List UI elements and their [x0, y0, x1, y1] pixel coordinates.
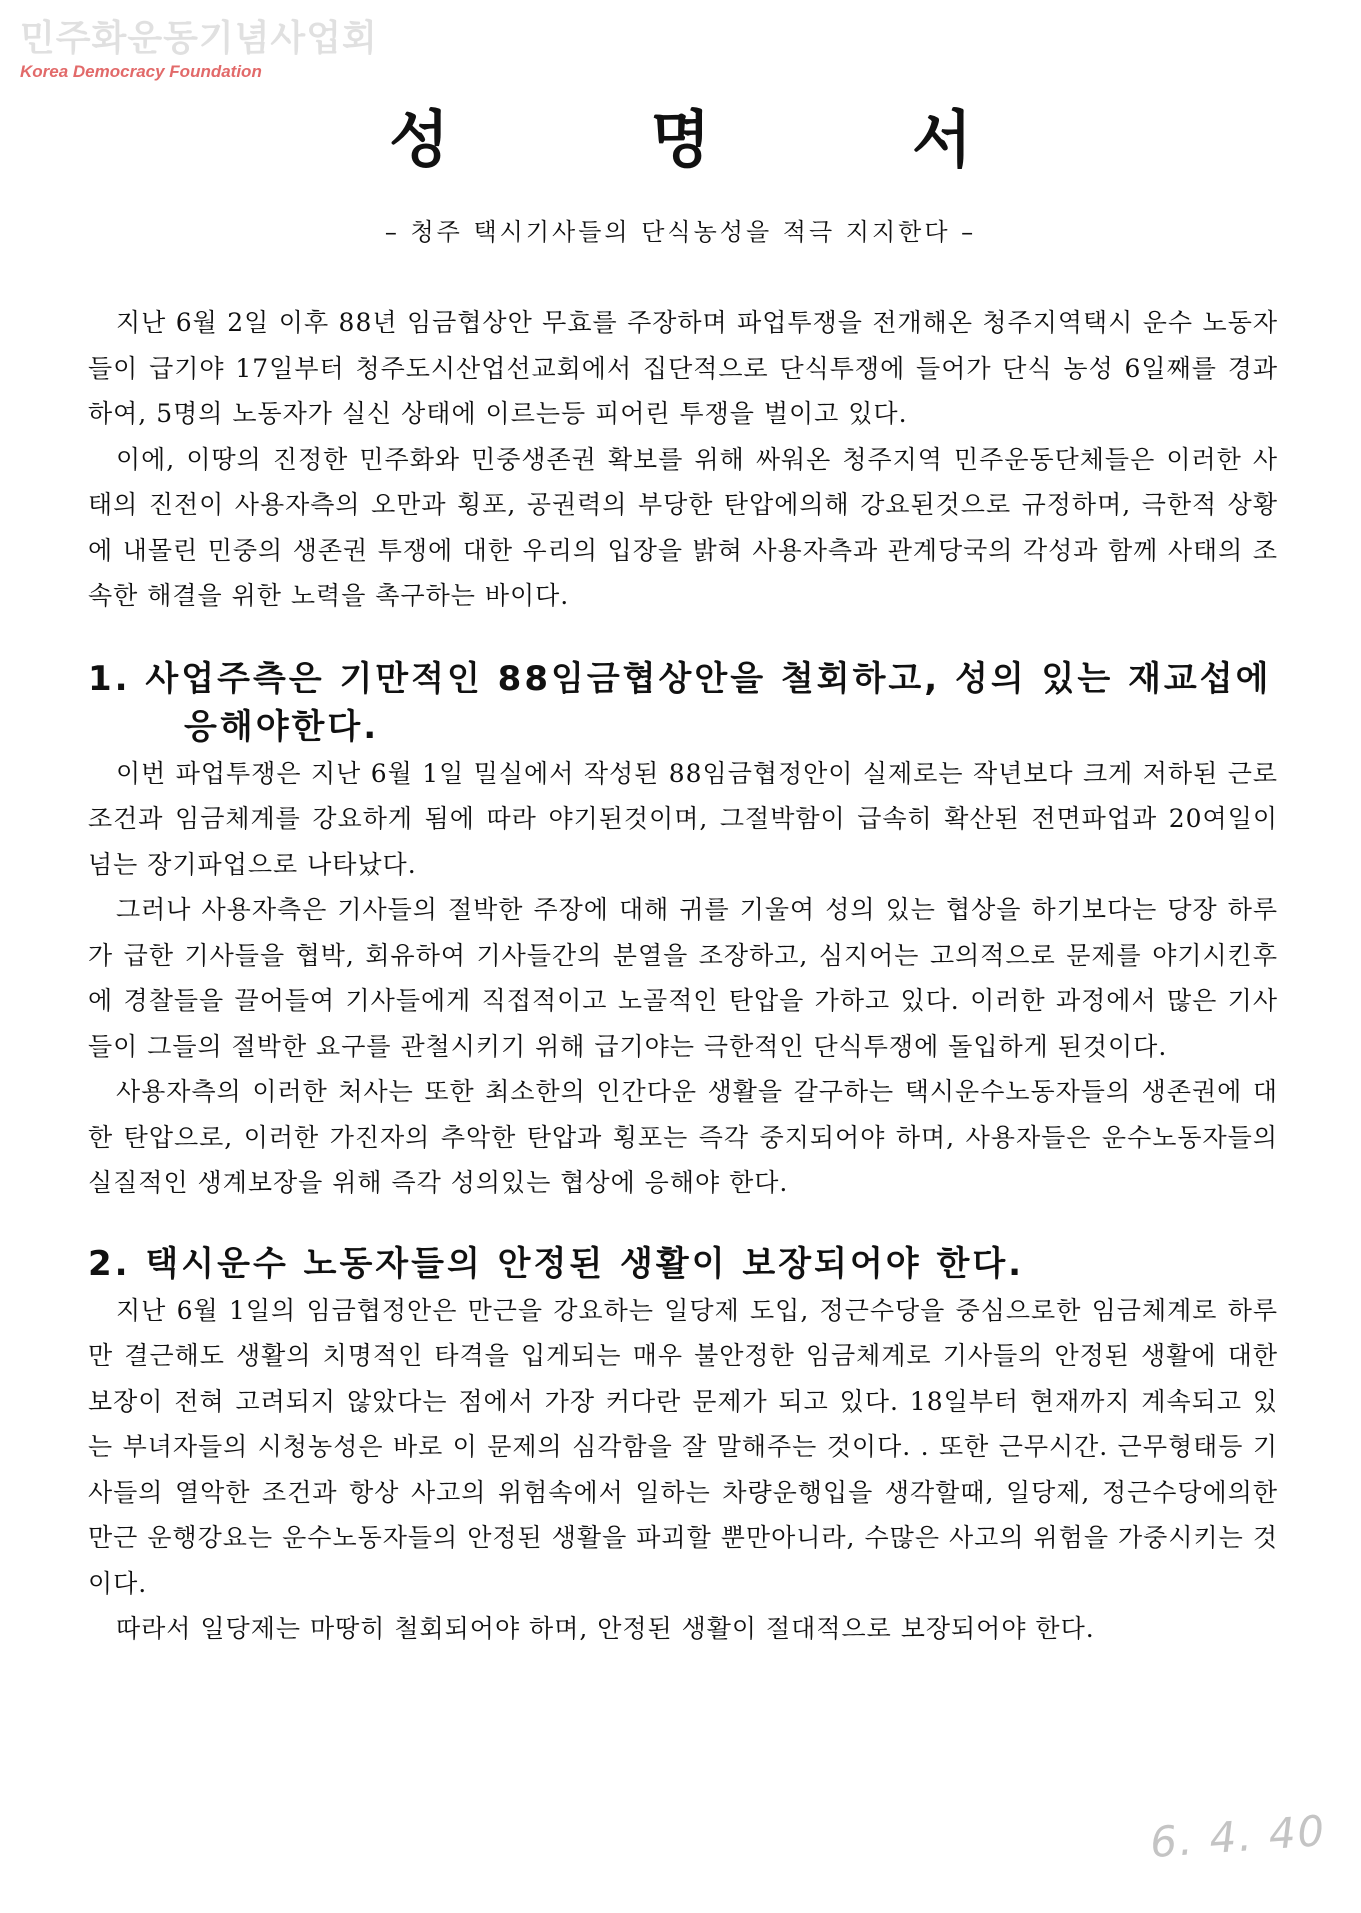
watermark-logo	[20, 18, 378, 82]
section-2-paragraph-2: 따라서 일당제는 마땅히 철회되어야 하며, 안정된 생활이 절대적으로 보장되어야 한다.	[116, 1614, 1095, 1643]
section-2-heading: 2. 택시운수 노동자들의 안정된 생활이 보장되어야 한다.	[88, 1243, 1025, 1284]
section-1-paragraph-3: 사용자측의 이러한 처사는 또한 최소한의 인간다운 생활을 갈구하는 택시운수노동자들의 생존권에 대한 탄압으로, 이러한 가진자의 추악한 탄압과 횡포는 즉각 중지되어야 하며, 사용자들은 운수노동자들의 실질적인 생계보장을 위해 즉각 성의있는 협상에 응해야 한다.	[88, 1077, 1278, 1197]
document-subtitle: – 청주 택시기사들의 단식농성을 적극 지지한다 –	[384, 218, 977, 246]
watermark-english: Korea Democracy Foundation	[20, 62, 262, 81]
document-body	[88, 300, 1278, 1652]
handwritten-mark: 6. 4. 40	[1148, 1805, 1328, 1868]
document-title: 성 명 서	[389, 103, 1062, 176]
section-2-paragraph-1: 지난 6월 1일의 임금협정안은 만근을 강요하는 일당제 도입, 정근수당을 중심으로한 임금체계로 하루만 결근해도 생활의 치명적인 타격을 입게되는 매우 불안정한 임금체계로 기사들의 안정된 생활에 대한 보장이 전혀 고려되지 않았다는 점에서 가장 커다란 문제가 되고 있다. 18일부터 현재까지 계속되고 있는 부녀자들의 시청농성은 바로 이 문제의 심각함을 잘 말해주는 것이다. . 또한 근무시간. 근무형태등 기사들의 열악한 조건과 항상 사고의 위험속에서 일하는 차량운행입을 생각할때, 일당제, 정근수당에의한 만근 운행강요는 운수노동자들의 안정된 생활을 파괴할 뿐만아니라, 수많은 사고의 위험을 가중시키는 것이다.	[88, 1295, 1278, 1598]
section-1-heading: 1. 사업주측은 기만적인 88임금협상안을 철회하고, 성의 있는 재교섭에 응해야한다.	[88, 658, 1272, 747]
section-1-paragraph-2: 그러나 사용자측은 기사들의 절박한 주장에 대해 귀를 기울여 성의 있는 협상을 하기보다는 당장 하루가 급한 기사들을 협박, 회유하여 기사들간의 분열을 조장하고, 심지어는 고의적으로 문제를 야기시킨후에 경찰들을 끌어들여 기사들에게 직접적이고 노골적인 탄압을 가하고 있다. 이러한 과정에서 많은 기사들이 그들의 절박한 요구를 관철시키기 위해 급기야는 극한적인 단식투쟁에 돌입하게 된것이다.	[88, 895, 1278, 1061]
intro-paragraph-1: 지난 6월 2일 이후 88년 임금협상안 무효를 주장하며 파업투쟁을 전개해온 청주지역택시 운수 노동자들이 급기야 17일부터 청주도시산업선교회에서 집단적으로 단식투쟁에 들어가 단식 농성 6일째를 경과하여, 5명의 노동자가 실신 상태에 이르는등 피어린 투쟁을 벌이고 있다.	[88, 308, 1278, 428]
watermark-korean: 민주화운동기념사업회	[20, 18, 378, 59]
intro-paragraph-2: 이에, 이땅의 진정한 민주화와 민중생존권 확보를 위해 싸워온 청주지역 민주운동단체들은 이러한 사태의 진전이 사용자측의 오만과 횡포, 공권력의 부당한 탄압에의해 강요된것으로 규정하며, 극한적 상황에 내몰린 민중의 생존권 투쟁에 대한 우리의 입장을 밝혀 사용자측과 관계당국의 각성과 함께 사태의 조속한 해결을 위한 노력을 촉구하는 바이다.	[88, 444, 1278, 610]
section-1-paragraph-1: 이번 파업투쟁은 지난 6월 1일 밀실에서 작성된 88임금협정안이 실제로는 작년보다 크게 저하된 근로조건과 임금체계를 강요하게 됨에 따라 야기된것이며, 그절박함이 급속히 확산된 전면파업과 20여일이 넘는 장기파업으로 나타났다.	[88, 758, 1278, 879]
